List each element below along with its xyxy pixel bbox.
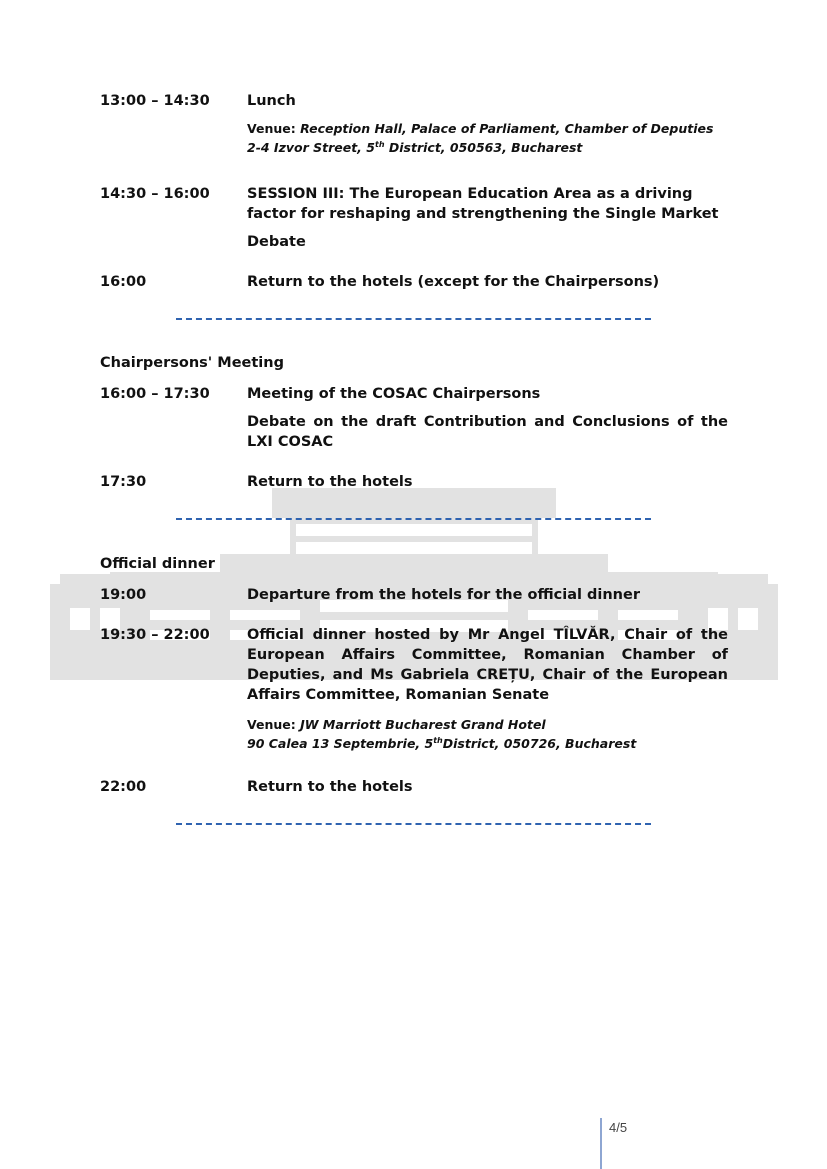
venue	[247, 715, 728, 753]
venue	[247, 119, 728, 157]
venue-line2-sup: th	[375, 139, 385, 149]
time: 16:00	[100, 274, 147, 290]
page-number: 4/5	[609, 1120, 628, 1135]
section-separator	[176, 318, 651, 320]
venue-line1: JW Marriott Bucharest Grand Hotel	[300, 717, 546, 732]
venue-line2-pre: 90 Calea 13 Septembrie, 5	[247, 736, 434, 751]
item-title: Lunch	[247, 93, 296, 109]
item-title: Return to the hotels	[247, 474, 413, 490]
time: 16:00 – 17:30	[100, 386, 210, 402]
venue-line2-sup: th	[433, 735, 443, 745]
venue-line2-post: District, 050563, Bucharest	[384, 140, 583, 155]
time: 19:00	[100, 587, 147, 603]
time: 17:30	[100, 474, 147, 490]
time: 13:00 – 14:30	[100, 93, 210, 109]
item-title: Departure from the hotels for the official dinner	[247, 587, 640, 603]
item-title: SESSION III: The European Education Area as a driving factor for reshaping and strengthening the Single Market	[247, 186, 719, 222]
item-title: Return to the hotels	[247, 779, 413, 795]
time: 14:30 – 16:00	[100, 186, 210, 202]
venue-line2-post: District, 050726, Bucharest	[442, 736, 637, 751]
venue-line1: Reception Hall, Palace of Parliament, Chamber of Deputies	[300, 121, 714, 136]
section-heading-chairpersons: Chairpersons' Meeting	[100, 355, 284, 371]
page-number-rule	[600, 1118, 602, 1169]
section-separator	[176, 518, 651, 520]
item-subtitle: Debate	[247, 234, 306, 250]
venue-line2-pre: 2-4 Izvor Street, 5	[247, 140, 375, 155]
time: 19:30 – 22:00	[100, 627, 210, 643]
venue-label: Venue:	[247, 717, 301, 732]
item-subtitle: Debate on the draft Contribution and Conclusions of the LXI COSAC	[247, 414, 728, 450]
venue-label: Venue:	[247, 121, 301, 136]
section-heading-official-dinner: Official dinner	[100, 556, 215, 572]
item-title: Official dinner hosted by Mr Angel TÎLVĂR, Chair of the European Affairs Committee, Romanian Chamber of Deputies, and Ms Gabriela CREȚU, Chair of the European Affairs Committee, Romanian Senate	[247, 627, 728, 703]
section-separator	[176, 823, 651, 825]
item-title: Meeting of the COSAC Chairpersons	[247, 386, 541, 402]
item-title: Return to the hotels (except for the Chairpersons)	[247, 274, 660, 290]
time: 22:00	[100, 779, 147, 795]
